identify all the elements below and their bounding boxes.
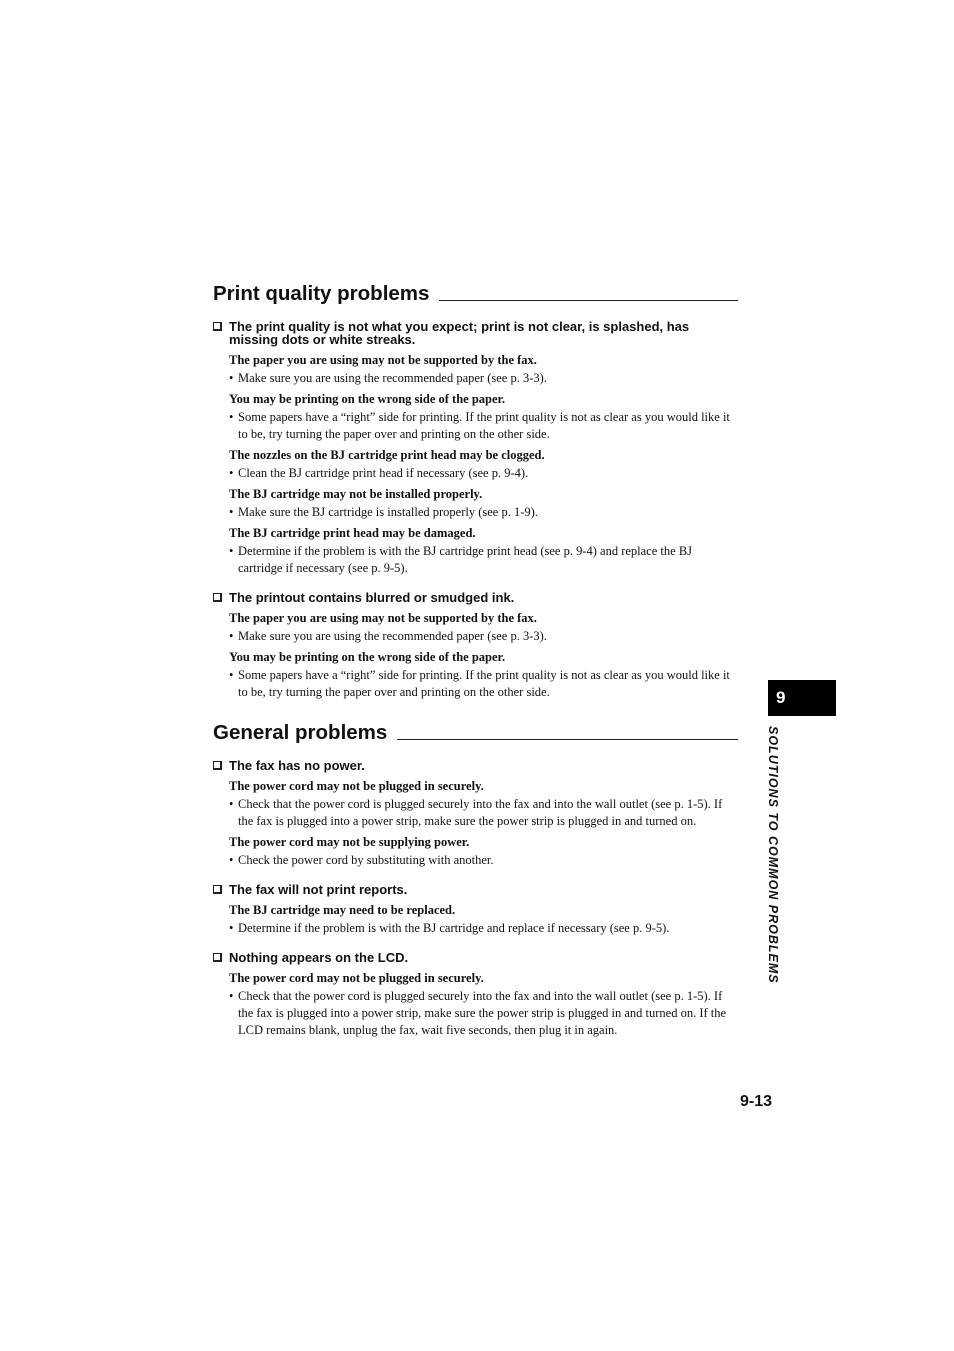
cause-text: The power cord may not be supplying power. [229, 835, 470, 849]
bullet-icon: • [229, 371, 234, 385]
page-content [213, 282, 738, 1043]
bullet-text: • Some papers have a “right” side for printing. If the print quality is not as clear as you would like it to be, try turning the paper over and printing on the other side. [229, 410, 730, 441]
checkbox-icon [213, 593, 222, 602]
bullet-icon: • [229, 989, 234, 1003]
problem-heading: The print quality is not what you expect; print is not clear, is splashed, has missing dots or white streaks. [213, 320, 738, 346]
cause-text: The BJ cartridge may need to be replaced. [229, 903, 456, 917]
problem-heading: The fax will not print reports. [213, 883, 738, 896]
bullet-icon: • [229, 544, 234, 558]
bullet-icon: • [229, 505, 234, 519]
bullet-icon: • [229, 853, 234, 867]
problem-heading: Nothing appears on the LCD. [213, 951, 738, 964]
cause-text: The power cord may not be plugged in securely. [229, 971, 484, 985]
bullet-text: • Determine if the problem is with the BJ cartridge print head (see p. 9-4) and replace the BJ cartridge if necessary (see p. 9-5). [229, 544, 693, 575]
bullet-icon: • [229, 668, 234, 682]
bullet-text: • Make sure you are using the recommended paper (see p. 3-3). [229, 371, 547, 385]
cause-text: The paper you are using may not be supported by the fax. [229, 353, 537, 367]
cause-text: The BJ cartridge may not be installed properly. [229, 487, 483, 501]
bullet-text: • Some papers have a “right” side for printing. If the print quality is not as clear as you would like it to be, try turning the paper over and printing on the other side. [229, 668, 730, 699]
checkbox-icon [213, 885, 222, 894]
bullet-icon: • [229, 466, 234, 480]
title-rule [439, 300, 738, 301]
bullet-text: • Clean the BJ cartridge print head if necessary (see p. 9-4). [229, 466, 529, 480]
chapter-tab: 9 [768, 680, 836, 716]
bullet-icon: • [229, 797, 234, 811]
page-number: 9-13 [740, 1093, 773, 1110]
cause-text: You may be printing on the wrong side of the paper. [229, 392, 506, 406]
chapter-label: SOLUTIONS TO COMMON PROBLEMS [766, 726, 780, 984]
bullet-icon: • [229, 410, 234, 424]
bullet-text: • Check that the power cord is plugged securely into the fax and into the wall outlet (see p. 1-5). If the fax is plugged into a power strip, make sure the power strip is plugged in and turned on. [229, 797, 723, 828]
bullet-text: • Determine if the problem is with the BJ cartridge and replace if necessary (see p. 9-5). [229, 921, 670, 935]
checkbox-icon [213, 761, 222, 770]
bullet-text: • Make sure you are using the recommended paper (see p. 3-3). [229, 629, 547, 643]
cause-text: The paper you are using may not be supported by the fax. [229, 611, 537, 625]
cause-text: The nozzles on the BJ cartridge print head may be clogged. [229, 448, 545, 462]
bullet-text: • Make sure the BJ cartridge is installed properly (see p. 1-9). [229, 505, 538, 519]
bullet-icon: • [229, 921, 234, 935]
cause-text: The BJ cartridge print head may be damaged. [229, 526, 476, 540]
title-rule [397, 739, 738, 740]
section-title-general: General problems [213, 721, 738, 745]
checkbox-icon [213, 322, 222, 331]
cause-text: You may be printing on the wrong side of the paper. [229, 650, 506, 664]
bullet-text: • Check the power cord by substituting with another. [229, 853, 494, 867]
section-title-print-quality: Print quality problems [213, 282, 738, 306]
cause-text: The power cord may not be plugged in securely. [229, 779, 484, 793]
bullet-text: • Check that the power cord is plugged securely into the fax and into the wall outlet (see p. 1-5). If the fax is plugged into a power strip, make sure the power strip is plugged in and turned on. If the LCD remains blank, unplug the fax, wait five seconds, then plug it in again. [229, 989, 727, 1037]
problem-heading: The fax has no power. [213, 759, 738, 772]
bullet-icon: • [229, 629, 234, 643]
problem-heading: The printout contains blurred or smudged ink. [213, 591, 738, 604]
checkbox-icon [213, 953, 222, 962]
